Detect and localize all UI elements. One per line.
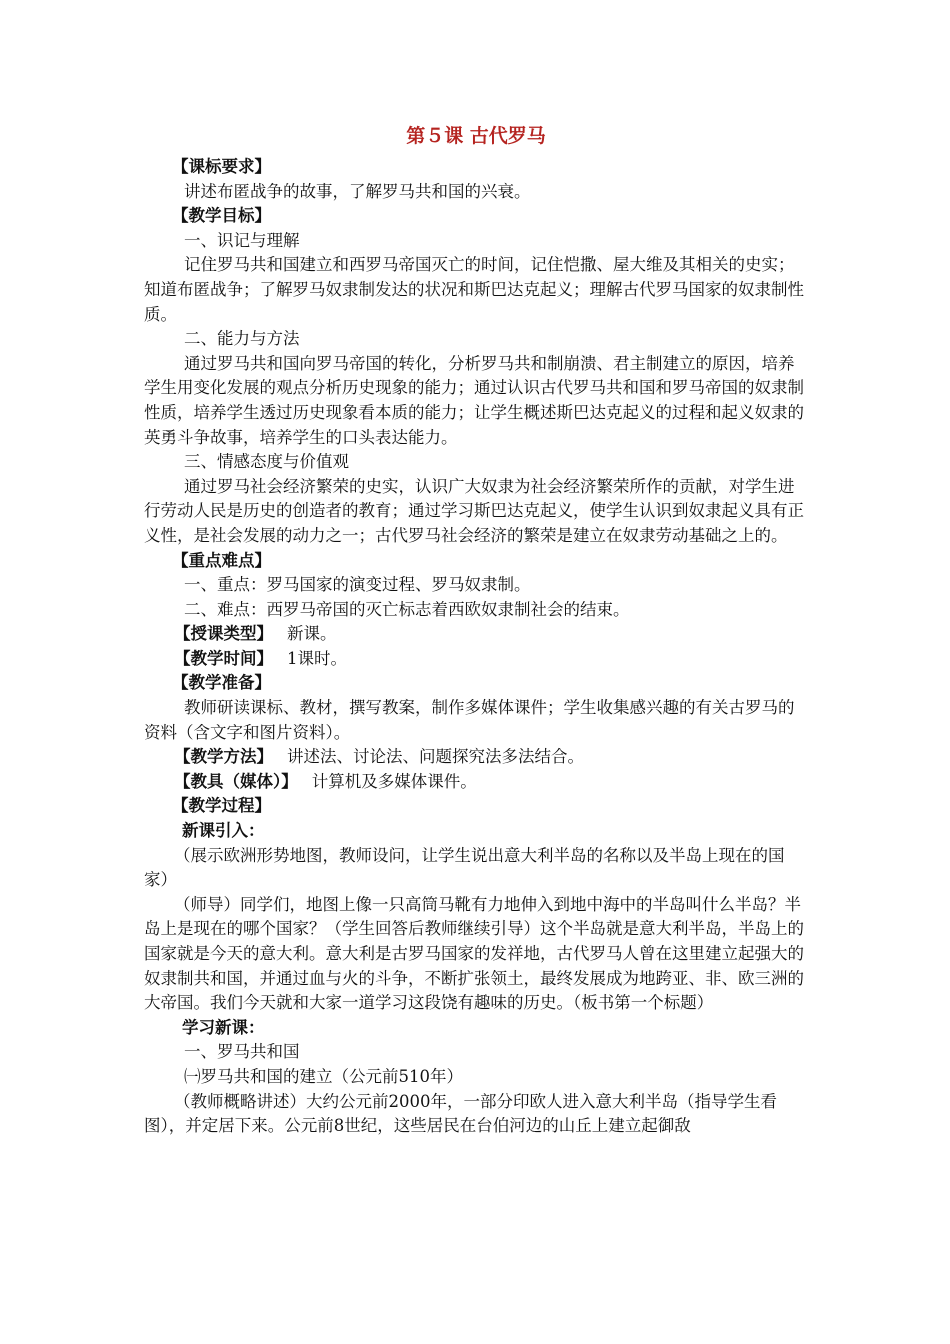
teaching-aids-label: 【教具（媒体）】	[174, 771, 298, 791]
heading-preparation: 【教学准备】	[172, 673, 271, 693]
heading-key-points: 【重点难点】	[172, 550, 271, 570]
lesson-type-label: 【授课类型】	[174, 624, 273, 644]
heading-new-lesson: 学习新课：	[182, 1017, 265, 1037]
objective-2-text: 通过罗马共和国向罗马帝国的转化，分析罗马共和制崩溃、君主制建立的原因，培养学生用变化发展的观点分析历史现象的能力；通过认识古代罗马共和国和罗马帝国的奴隶制性质，培养学生透过历史现象看本质的能力；让学生概述斯巴达克起义的过程和起义奴隶的英勇斗争故事，培养学生的口头表达能力。	[144, 353, 804, 447]
teaching-method-label: 【教学方法】	[174, 747, 273, 767]
objective-1-text: 记住罗马共和国建立和西罗马帝国灭亡的时间，记住恺撒、屋大维及其相关的史实；知道布匿战争；了解罗马奴隶制发达的状况和斯巴达克起义；理解古代罗马国家的奴隶制性质。	[144, 255, 804, 324]
curriculum-standard-text: 讲述布匿战争的故事，了解罗马共和国的兴衰。	[184, 181, 531, 201]
section-1-heading: 一、罗马共和国	[184, 1042, 300, 1062]
teaching-aids-value: 计算机及多媒体课件。	[311, 771, 477, 791]
lesson-type-value: 新课。	[287, 624, 337, 644]
teaching-time-value: 1课时。	[287, 648, 347, 668]
objective-2-heading: 二、能力与方法	[184, 329, 300, 349]
heading-introduction: 新课引入：	[182, 821, 265, 841]
section-1-1-text: （教师概略讲述）大约公元前2000年，一部分印欧人进入意大利半岛（指导学生看图），并定居下来。公元前8世纪，这些居民在台伯河边的山丘上建立起御敌	[144, 1091, 777, 1136]
heading-teaching-objectives: 【教学目标】	[172, 206, 271, 226]
preparation-text: 教师研读课标、教材，撰写教案，制作多媒体课件；学生收集感兴趣的有关古罗马的资料（含文字和图片资料）。	[144, 698, 795, 742]
objective-1-heading: 一、识记与理解	[184, 230, 300, 250]
teaching-aids-row	[144, 770, 808, 795]
objective-3-text: 通过罗马社会经济繁荣的史实，认识广大奴隶为社会经济繁荣所作的贡献，对学生进行劳动人民是历史的创造者的教育；通过学习斯巴达克起义，使学生认识到奴隶起义具有正义性，是社会发展的动力之一；古代罗马社会经济的繁荣是建立在奴隶劳动基础之上的。	[144, 476, 804, 545]
difficult-point-text: 二、难点：西罗马帝国的灭亡标志着西欧奴隶制社会的结束。	[184, 599, 630, 619]
introduction-paragraph-2: （师导）同学们，地图上像一只高筒马靴有力地伸入到地中海中的半岛叫什么半岛？半岛上是现在的哪个国家？（学生回答后教师继续引导）这个半岛就是意大利半岛，半岛上的国家就是今天的意大利。意大利是古罗马国家的发祥地，古代罗马人曾在这里建立起强大的奴隶制共和国，并通过血与火的斗争，不断扩张领土，最终发展成为地跨亚、非、欧三洲的大帝国。我们今天就和大家一道学习这段饶有趣味的历史。（板书第一个标题）	[144, 894, 804, 1013]
key-point-text: 一、重点：罗马国家的演变过程、罗马奴隶制。	[184, 575, 531, 595]
document-body	[144, 121, 808, 1139]
teaching-method-value: 讲述法、讨论法、问题探究法多法结合。	[287, 747, 584, 767]
teaching-method-row	[144, 745, 808, 770]
teaching-time-row	[144, 647, 808, 672]
objective-3-heading: 三、情感态度与价值观	[184, 452, 349, 472]
heading-teaching-process: 【教学过程】	[172, 796, 271, 816]
lesson-type-row	[144, 622, 808, 647]
section-1-1-heading: ㈠罗马共和国的建立（公元前510年）	[184, 1066, 463, 1086]
introduction-paragraph-1: （展示欧洲形势地图，教师设问，让学生说出意大利半岛的名称以及半岛上现在的国家）	[144, 845, 785, 890]
page-title: 第５课 古代罗马	[406, 125, 546, 147]
heading-curriculum-standard: 【课标要求】	[172, 157, 271, 176]
teaching-time-label: 【教学时间】	[174, 648, 273, 668]
